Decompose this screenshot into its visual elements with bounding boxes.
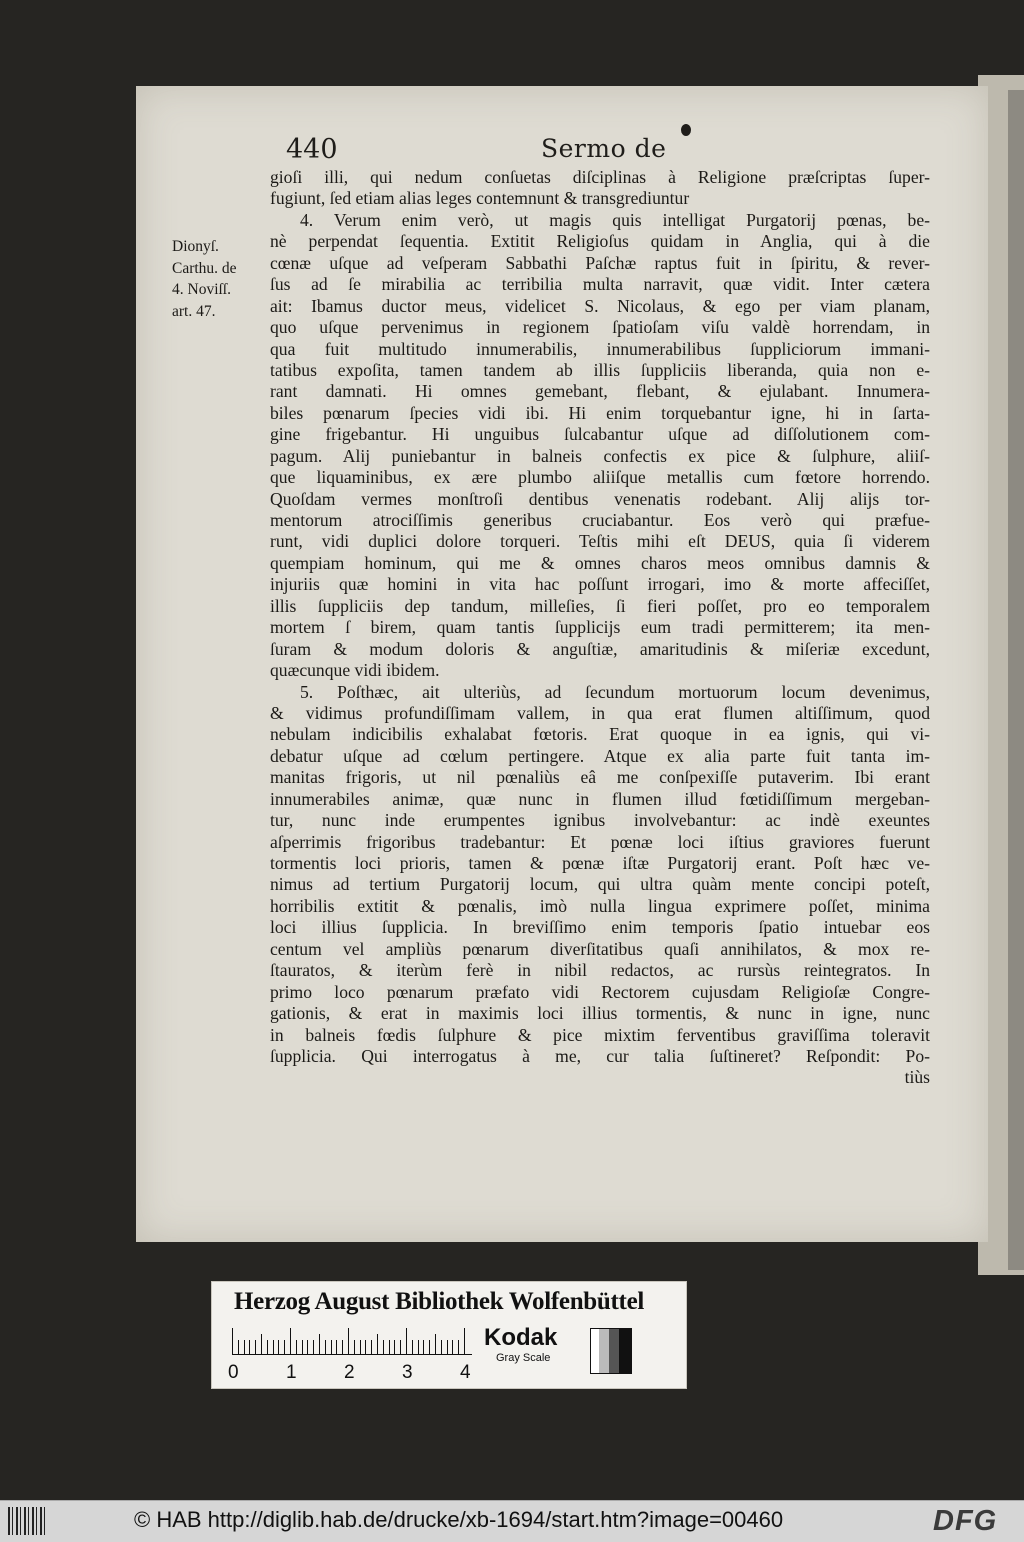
body-text (270, 167, 930, 1089)
ruler-tick (319, 1334, 320, 1354)
ruler-tick (435, 1334, 436, 1354)
ruler-tick (365, 1340, 366, 1354)
text-line: ſupplicia. Qui interrogatus à me, cur talia ſuſtineret? Reſpondit: Po- (270, 1045, 930, 1066)
text-line: runt, vidi duplici dolore torqueri. Teſtis mihi eſt DEUS, quia ſi viderem (270, 531, 930, 552)
dfg-logo: DFG (933, 1505, 998, 1537)
text-line: injuriis quæ homini in vita hac poſſunt irrogari, imo & morte affeciſſet, (270, 574, 930, 595)
text-line: ait: Ibamus ductor meus, videlicet S. Nicolaus, & ego per viam planam, (270, 295, 930, 316)
text-line: quæcunque vidi ibidem. (270, 660, 440, 681)
ruler-tick (360, 1340, 361, 1354)
text-line: primo loco pœnarum præfato vidi Rectorem cujusdam Religioſæ Congre- (270, 981, 930, 1002)
text-line: & vidimus profundiſſimam vallem, in qua erat flumen altiſſimum, quod (270, 702, 930, 723)
book-page (136, 86, 988, 1242)
text-line: nebulam indicibilis exhalabat fœtoris. Erat quoque in ea ignis, qui vi- (270, 724, 930, 745)
text-line: loci illius ſupplicia. In breviſſimo enim temporis ſpatio intuebar eos (270, 917, 930, 938)
ruler-tick (400, 1340, 401, 1354)
text-line: nimus ad tertium Purgatorij locum, qui ultra quàm mente concipi poteſt, (270, 874, 930, 895)
color-calibration-card (211, 1281, 687, 1389)
ruler-tick (452, 1340, 453, 1354)
ruler-tick (255, 1340, 256, 1354)
footer-url[interactable]: © HAB http://diglib.hab.de/drucke/xb-1694/start.htm?image=00460 (134, 1507, 784, 1532)
text-line: tur, nunc inde erumpentes ignibus involvebantur: ac indè exeuntes (270, 810, 930, 831)
ruler-tick (278, 1340, 279, 1354)
ruler-label: 1 (286, 1362, 297, 1383)
ruler-tick (302, 1340, 303, 1354)
text-line: ſtauratos, & iterùm ferè in nibil redactos, ac rursùs reintegratos. In (270, 960, 930, 981)
text-line: gationis, & erat in maximis loci illius tormentis, & nunc in igne, nunc (270, 1003, 930, 1024)
ruler-tick (249, 1340, 250, 1354)
ruler-tick (423, 1340, 424, 1354)
text-line: quo uſque pervenimus in regionem ſpatioſam viſu valdè horrendam, in (270, 317, 930, 338)
text-line: illis ſuppliciis dep tandum, milleſies, ſi fieri poſſet, pro eo temporalem (270, 595, 930, 616)
ruler-tick (290, 1328, 291, 1354)
text-line: nè perpendat ſequentia. Extitit Religioſus quidam in Anglia, qui à die (270, 231, 930, 252)
ruler-tick (429, 1340, 430, 1354)
text-line: 4. Verum enim verò, ut magis quis intelligat Purgatorij pœnas, be- (300, 209, 930, 230)
ruler-tick (325, 1340, 326, 1354)
margin-note-line: Dionyſ. (172, 238, 219, 255)
ruler-tick (377, 1334, 378, 1354)
ruler-tick (284, 1340, 285, 1354)
catchword: tiùs (904, 1067, 930, 1088)
text-line: innumerabiles animæ, quæ nunc in flumen illud fœtidiſſimum mergeban- (270, 788, 930, 809)
ruler-label: 0 (228, 1362, 239, 1383)
text-line: biles pœnarum ſpecies vidi ibi. Hi enim torquebantur igne, hi in ſarta- (270, 402, 930, 423)
text-line: debatur uſque ad cœlum pertingere. Atque ex alia parte fuit tanta im- (270, 745, 930, 766)
ruler-tick (371, 1340, 372, 1354)
margin-note-line: Carthu. de (172, 259, 237, 277)
ruler-tick (313, 1340, 314, 1354)
ruler-tick (238, 1340, 239, 1354)
ruler-tick (447, 1340, 448, 1354)
ruler-tick (267, 1340, 268, 1354)
ruler-tick (331, 1340, 332, 1354)
ruler-tick (394, 1340, 395, 1354)
ruler-tick (418, 1340, 419, 1354)
text-line: qua fuit multitudo innumerabilis, innumerabilibus ſuppliciorum immani- (270, 338, 930, 359)
running-head: Sermo de (541, 134, 667, 163)
ruler-labels (224, 1362, 484, 1382)
text-line: fugiunt, ſed etiam alias leges contemnunt & transgrediuntur (270, 188, 690, 209)
barcode-icon (8, 1507, 48, 1535)
page-stack-edge (1008, 90, 1024, 1270)
text-line: manitas frigoris, ut nil pœnaliùs eâ me conſpexiſſe putaverim. Ibi erant (270, 767, 930, 788)
ruler-tick (354, 1340, 355, 1354)
text-line: cœnæ uſque ad veſperam Sabbathi Paſchæ raptus fuit in ſpiritu, & rever- (270, 252, 930, 273)
ruler-tick (464, 1328, 465, 1354)
text-line: gine frigebantur. Hi unguibus ſulcabantur uſque ad diſſolutionem com- (270, 424, 930, 445)
ruler-tick (458, 1340, 459, 1354)
ruler-label: 4 (460, 1362, 471, 1383)
scale-ruler (232, 1326, 472, 1355)
ruler-tick (336, 1340, 337, 1354)
text-line: mentorum atrociſſimis generibus cruciabantur. Eos verò qui præfue- (270, 510, 930, 530)
text-line: horribilis extitit & pœnalis, imò nulla lingua exprimere poſſet, minima (270, 895, 930, 916)
ruler-tick (406, 1328, 407, 1354)
text-line: centum vel ampliùs pœnarum diverſitatibus quaſi annihilatos, & mox re- (270, 938, 930, 959)
page-header (286, 134, 846, 168)
ruler-tick (441, 1340, 442, 1354)
margin-note-line: art. 47. (172, 302, 216, 320)
ruler-tick (342, 1340, 343, 1354)
text-line: Quoſdam vermes monſtroſi dentibus venenatis rodebant. Alij alijs tor- (270, 488, 930, 509)
text-line: aſperrimis frigoribus tradebantur: Et pœnæ loci iſtius graviores fuerunt (270, 831, 930, 852)
text-line: mortem ſ birem, quam tantis ſupplicijs eum tradi permitterem; ita men- (270, 617, 930, 638)
text-line: pagum. Alij puniebantur in balneis confectis ex pice & ſulphure, aliiſ- (270, 445, 930, 466)
text-line: quempiam hominum, qui me & omnes charos meos omnibus damnis & (270, 552, 930, 573)
ruler-tick (244, 1340, 245, 1354)
ruler-tick (389, 1340, 390, 1354)
ruler-label: 3 (402, 1362, 413, 1383)
ruler-tick (261, 1334, 262, 1354)
text-line: tormentis loci prioris, tamen & pœnæ iſtæ Purgatorij erant. Poſt hæc ve- (270, 853, 930, 873)
ruler-tick (412, 1340, 413, 1354)
margin-note-line: 4. Noviſſ. (172, 281, 231, 298)
footer-bar (0, 1500, 1024, 1542)
ink-mark (681, 124, 691, 136)
kodak-logo: Kodak (484, 1324, 558, 1351)
gray-swatch (590, 1328, 632, 1374)
text-line: ſus ad ſe mirabilia ac terribilia multa narravit, quæ vidit. Inter cætera (270, 274, 930, 295)
ruler-tick (296, 1340, 297, 1354)
gray-scale-label: Gray Scale (496, 1352, 551, 1364)
ruler-label: 2 (344, 1362, 355, 1383)
margin-note (172, 236, 237, 322)
ruler-tick (307, 1340, 308, 1354)
text-line: 5. Poſthæc, ait ulteriùs, ad ſecundum mortuorum locum devenimus, (300, 681, 930, 702)
ruler-tick (348, 1328, 349, 1354)
ruler-tick (232, 1328, 233, 1354)
ruler-tick (383, 1340, 384, 1354)
page-number: 440 (286, 134, 338, 165)
text-line: rant damnati. Hi omnes gemebant, flebant, & ejulabant. Innumera- (270, 381, 930, 402)
ruler-tick (273, 1340, 274, 1354)
text-line: que liquaminibus, ex ære plumbo aliiſque metallis cum fœtore horrendo. (270, 467, 930, 488)
text-line: ſuram & modum doloris & anguſtiæ, amaritudinis & miſeriæ excedunt, (270, 638, 930, 659)
library-name: Herzog August Bibliothek Wolfenbüttel (234, 1288, 645, 1315)
text-line: gioſi illi, qui nedum conſuetas diſciplinas à Religione præſcriptas ſuper- (270, 167, 930, 187)
text-line: tatibus expoſita, tamen tandem ab illis ſuppliciis liberanda, quia non e- (270, 359, 930, 380)
text-line: in balneis fœdis ſulphure & pice mixtim ferventibus graviſſima toleravit (270, 1024, 930, 1045)
